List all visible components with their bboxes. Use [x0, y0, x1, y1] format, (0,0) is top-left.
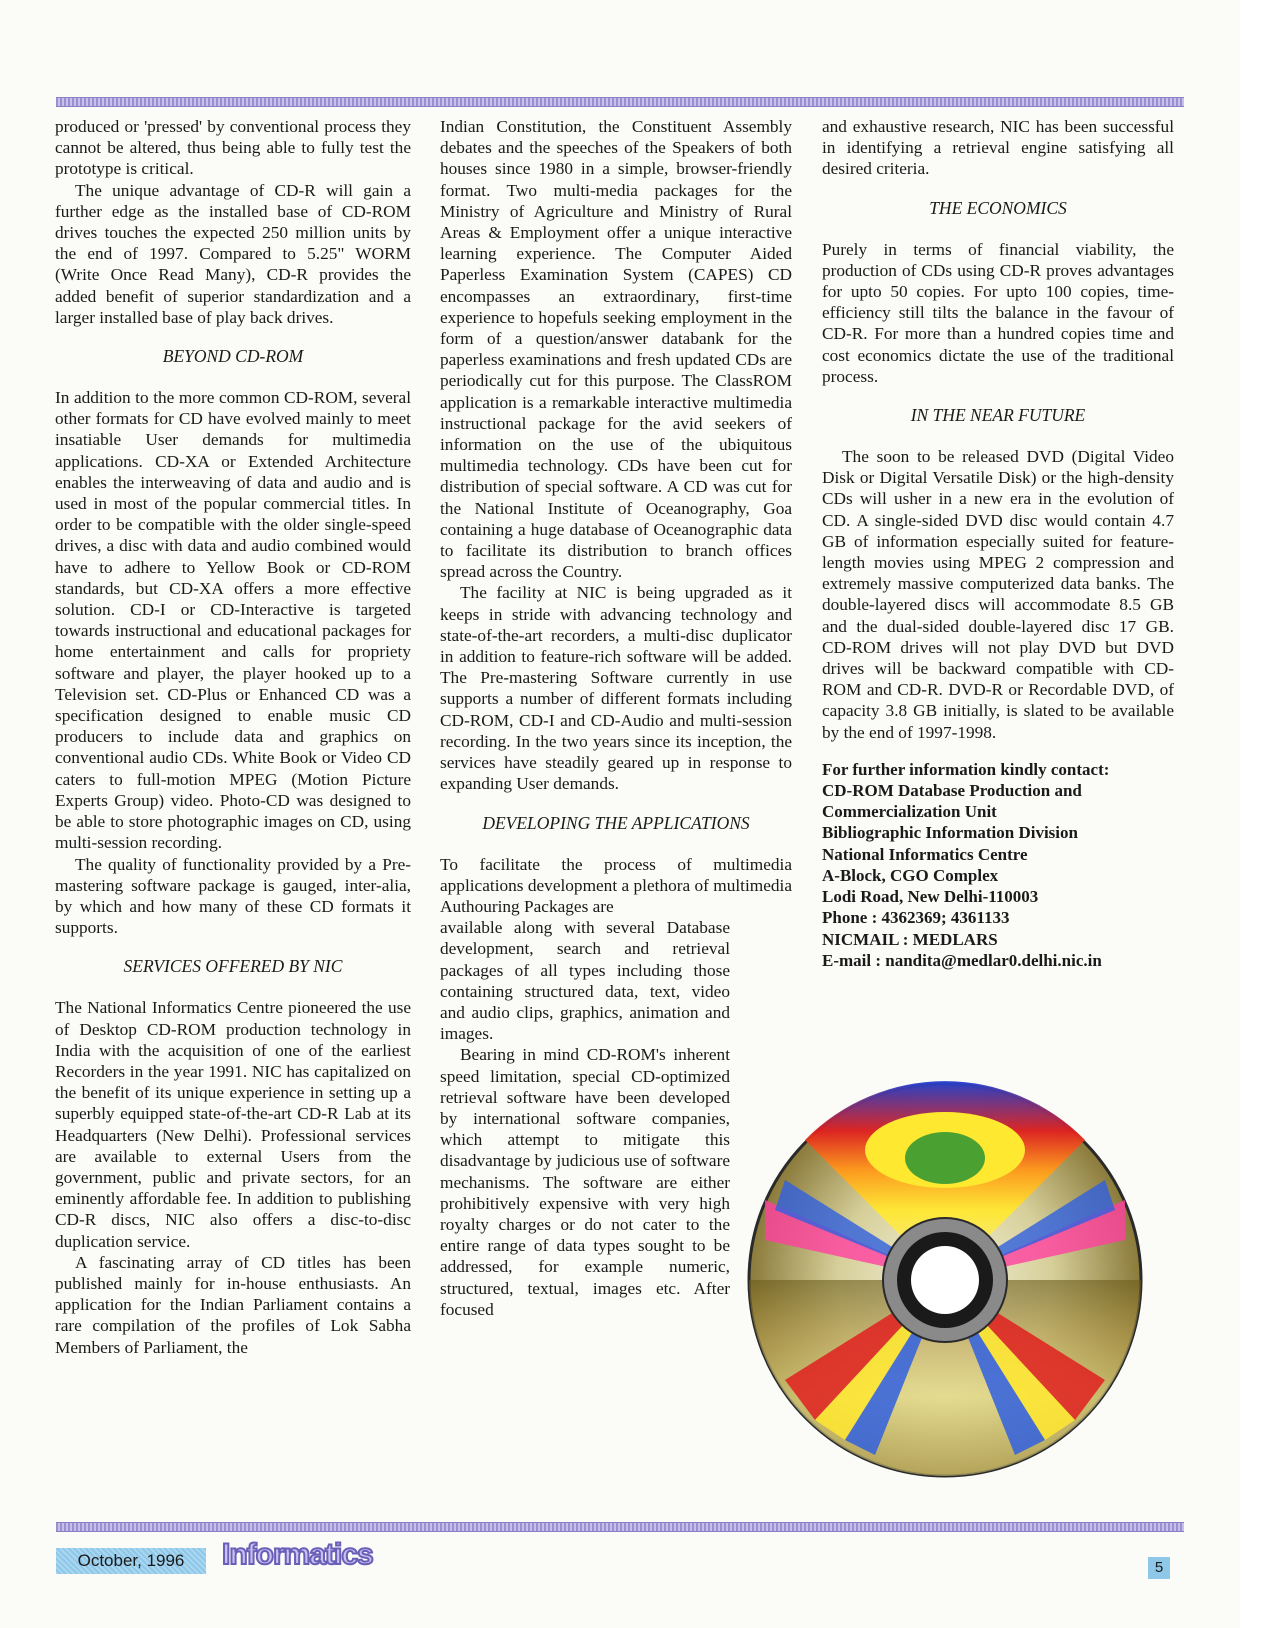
issue-date: October, 1996 [56, 1548, 206, 1574]
heading-the-economics: THE ECONOMICS [929, 197, 1067, 218]
col2-paragraph-3a: To facilitate the process of multimedia applications development a plethora of multimedia Authouring Packages are [440, 854, 792, 916]
contact-line: E-mail : nandita@medlar0.delhi.nic.in [822, 950, 1102, 970]
column-3 [822, 116, 1174, 971]
contact-line: NICMAIL : MEDLARS [822, 929, 998, 949]
contact-line: National Informatics Centre [822, 844, 1028, 864]
contact-line: Phone : 4362369; 4361133 [822, 908, 1010, 928]
heading-services-offered: SERVICES OFFERED BY NIC [123, 956, 343, 977]
col1-paragraph-3: In addition to the more common CD-ROM, several other formats for CD have evolved mainly to meet insatiable User demands for multimedia applications. CD-XA or Extended Architecture enables the interweaving of data and audio and is used in most of the popular commercial titles. In order to be compatible with the older single-speed drives, a disc with data and audio combined would have to adhere to Yellow Book or CD-ROM standards, but CD-XA offers a more effective solution. CD-I or CD-Interactive is targeted towards instructional and educational packages for home entertainment and calls for propriety software and player, the player hooked up to a Television set. CD-Plus or Enhanced CD was a specification designed to enable music CD producers to include data and graphics on conventional audio CDs. White Book or Video CD caters to full-motion MPEG (Motion Picture Experts Group) video. Photo-CD was designed to be able to store photographic images on CD, using multi-session recording. [55, 388, 411, 853]
col2-paragraph-3b: available along with several Database development, search and retrieval packages of all types including those containing structured data, text, video and audio clips, graphics, animation and images. [440, 918, 730, 1044]
contact-line: CD-ROM Database Production and [822, 781, 1082, 801]
col3-paragraph-3: The soon to be released DVD (Digital Video Disk or Digital Versatile Disk) or the high-density CDs will usher in a new era in the evolution of CD. A single-sided DVD disc would contain 4.7 GB of information especially suited for feature-length movies using MPEG 2 compression and extremely massive computerized data banks. The double-layered discs will accommodate 8.5 GB and the dual-sided double-layered disc 17 GB. CD-ROM drives will not play DVD but DVD drives will be backward compatible with CD-ROM and CD-R. DVD-R or Recordable DVD, of capacity 3.8 GB initially, is slated to be available by the end of 1997-1998. [822, 447, 1174, 742]
contact-line: Commercialization Unit [822, 802, 997, 822]
col1-paragraph-1: produced or 'pressed' by conventional process they cannot be altered, thus being able to fully test the prototype is critical. [55, 117, 411, 179]
col2-paragraph-1: Indian Constitution, the Constituent Assembly debates and the speeches of the Speakers of both houses since 1980 in a simple, browser-friendly format. Two multi-media packages for the Ministry of Agriculture and Ministry of Rural Areas & Employment offer a unique interactive learning experience. The Computer Aided Paperless Examination System (CAPES) CD encompasses an extraordinary, first-time experience to hopefuls seeking employment in the form of a question/answer databank for the paperless examinations and fresh updated CDs are periodically cut for this purpose. The ClassROM application is a remarkable interactive multimedia instructional package for the avid seekers of information on the use of the ubiquitous multimedia technology. CDs have been cut for distribution of special software. A CD was cut for the National Institute of Oceanography, Goa containing a huge database of Oceanographic data to facilitate its distribution to branch offices spread across the Country. [440, 117, 792, 582]
contact-line: Bibliographic Information Division [822, 823, 1078, 843]
heading-near-future: IN THE NEAR FUTURE [910, 405, 1086, 426]
col3-paragraph-2: Purely in terms of financial viability, the production of CDs using CD-R proves advantages for upto 50 copies. For upto 100 copies, time-efficiency still tilts the balance in the favour of CD-R. For more than a hundred copies time and cost economics dictate the use of the traditional process. [822, 239, 1174, 386]
page-margin [1240, 0, 1282, 1628]
col1-paragraph-6: A fascinating array of CD titles has been published mainly for in-house enthusiasts. An application for the Indian Parliament contains a rare compilation of the profiles of Lok Sabha Members of Parliament, the [55, 1252, 411, 1357]
col1-paragraph-5: The National Informatics Centre pioneered the use of Desktop CD-ROM production technology in India with the acquisition of one of the earliest Recorders in the year 1991. NIC has capitalized on the benefit of its unique experience in setting up a superbly equipped state-of-the-art CD-R Lab at its Headquarters (New Delhi). Professional services are available to external Users from the government, public and private sectors, for an eminently affordable fee. In addition to publishing CD-R discs, NIC also offers a disc-to-disc duplication service. [55, 998, 411, 1251]
col2-paragraph-2: The facility at NIC is being upgraded as it keeps in stride with advancing technology and state-of-the-art recorders, a multi-disc duplicator in addition to feature-rich software will be added. The Pre-mastering Software currently in use supports a number of different formats including CD-ROM, CD-I and CD-Audio and multi-session recording. In the two years since its inception, the services have steadily geared up in response to expanding User demands. [440, 583, 792, 794]
contact-line: Lodi Road, New Delhi-110003 [822, 887, 1039, 907]
column-2 [440, 116, 792, 1320]
col1-paragraph-2: The unique advantage of CD-R will gain a further edge as the installed base of CD-ROM drives touches the expected 250 million units by the end of 1997. Compared to 5.25" WORM (Write Once Read Many), CD-R provides the added benefit of superior standardization and a larger installed base of play back drives. [55, 180, 411, 327]
informatics-logo: Informatics [222, 1538, 373, 1571]
col1-paragraph-4: The quality of functionality provided by a Pre-mastering software package is gauged, inter-alia, by which and how many of these CD formats it supports. [55, 854, 411, 938]
contact-block [822, 759, 1174, 971]
col2-paragraph-4: Bearing in mind CD-ROM's inherent speed limitation, special CD-optimized retrieval software have been developed by international software companies, which attempt to mitigate this disadvantage by judicious use of software mechanisms. The software are either prohibitively expensive with very high royalty charges or do not cater to the entire range of data types sought to be addressed, for example numeric, structured, textual, images etc. After focused [440, 1045, 730, 1319]
top-decorative-rule [56, 97, 1184, 107]
cd-disc-illustration [745, 1080, 1145, 1480]
column-1 [55, 116, 411, 1358]
heading-developing-applications: DEVELOPING THE APPLICATIONS [482, 812, 750, 833]
bottom-decorative-rule [56, 1522, 1184, 1532]
heading-beyond-cd-rom: BEYOND CD-ROM [162, 346, 304, 367]
contact-line: A-Block, CGO Complex [822, 865, 999, 885]
page-number: 5 [1148, 1557, 1170, 1579]
col3-paragraph-1: and exhaustive research, NIC has been successful in identifying a retrieval engine satisfying all desired criteria. [822, 117, 1174, 179]
contact-line: For further information kindly contact: [822, 759, 1110, 779]
